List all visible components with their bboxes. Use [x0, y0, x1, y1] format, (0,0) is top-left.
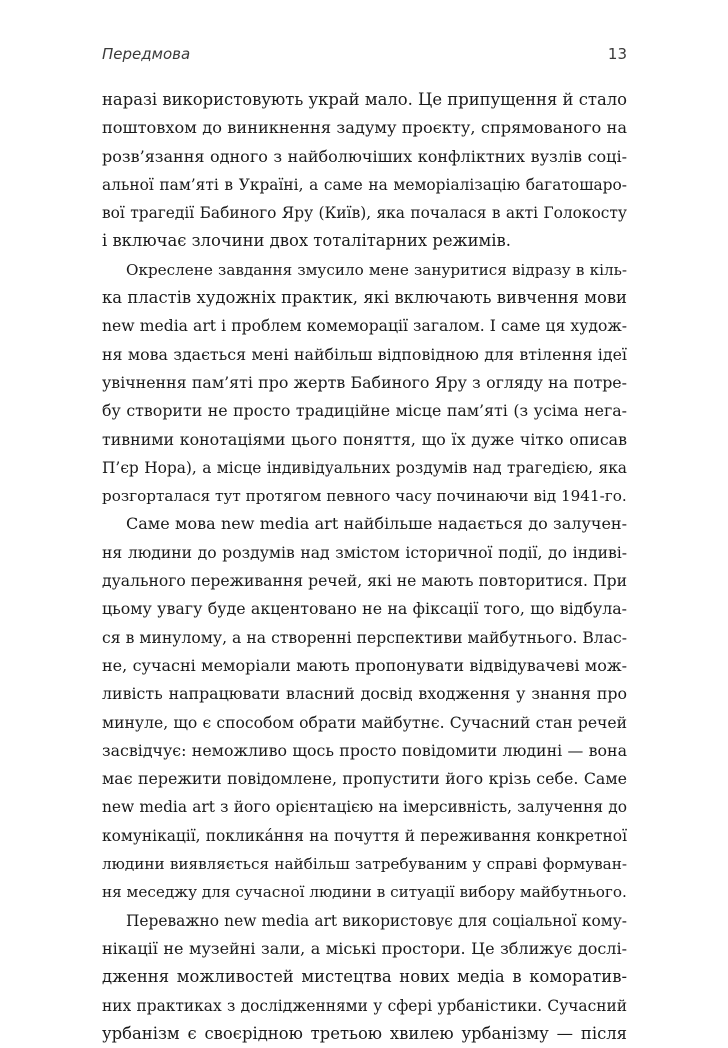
- section-title: Передмова: [102, 45, 191, 63]
- text-line: ня меседжу для сучасної людини в ситуації вибору майбутнього.: [102, 883, 627, 902]
- text-line: бу створити не просто традиційне місце пам’яті (з усіма нега-: [102, 401, 627, 421]
- text-line: нікації не музейні зали, а міські простори. Це зближує дослі-: [102, 938, 627, 958]
- text-line: комунікації, покликáння на почуття й переживання конкретної: [102, 826, 627, 845]
- text-line: тивними конотаціями цього поняття, що їх дуже чітко описав: [102, 429, 627, 449]
- text-line: new media art і проблем комеморації загалом. І саме ця худож-: [102, 317, 627, 336]
- text-line: дуального переживання речей, які не мають повторитися. При: [102, 572, 627, 591]
- text-line: ня мова здається мені найбільш відповідною для втілення ідеї: [102, 344, 627, 364]
- text-line: new media art з його орієнтацією на імерсивність, залучення до: [102, 798, 627, 817]
- text-line: поштовхом до виникнення задуму проєкту, спрямованого на: [102, 118, 627, 138]
- text-line: не, сучасні меморіали мають пропонувати відвідувачеві мож-: [102, 655, 627, 675]
- text-line: і включає злочини двох тоталітарних режимів.: [102, 231, 511, 251]
- text-line: має пережити повідомлене, пропустити його крізь себе. Саме: [102, 769, 627, 789]
- text-line: Саме мова new media art найбільше надається до залучен-: [126, 514, 627, 534]
- text-line: увічнення пам’яті про жертв Бабиного Яру з огляду на потре-: [102, 372, 627, 392]
- text-line: П’єр Нора), а місце індивідуальних роздумів над трагедією, яка: [102, 458, 627, 477]
- text-line: засвідчує: неможливо щось просто повідомити людині — вона: [102, 740, 627, 760]
- text-line: Окреслене завдання змусило мене зануритися відразу в кіль-: [126, 260, 627, 279]
- text-line: людини виявляється найбільш затребуваним у справі формуван-: [102, 855, 627, 874]
- text-line: розв’язання одного з найболючіших конфліктних вузлів соці-: [102, 146, 627, 166]
- text-line: ка пластів художніх практик, які включають вивчення мови: [102, 288, 627, 308]
- text-line: цьому увагу буде акцентовано не на фіксації того, що відбула-: [102, 599, 627, 619]
- text-line: них практиках з дослідженнями у сфері урбаністики. Сучасний: [102, 996, 627, 1015]
- text-line: дження можливостей мистецтва нових медіа в коморатив-: [102, 967, 627, 987]
- text-line: урбанізм є своєрідною третьою хвилею урбанізму — після: [102, 1023, 627, 1043]
- text-line: ся в минулому, а на створенні перспективи майбутнього. Влас-: [102, 628, 627, 647]
- running-head: [102, 45, 627, 75]
- text-line: Переважно new media art використовує для соціальної кому-: [126, 911, 627, 930]
- body-text: [102, 86, 627, 1048]
- text-line: ливість напрацювати власний досвід входження у знання про: [102, 684, 627, 704]
- text-line: вої трагедії Бабиного Яру (Київ), яка почалася в акті Голокосту: [102, 204, 627, 223]
- text-line: наразі використовують украй мало. Це припущення й стало: [102, 90, 627, 109]
- text-line: розгорталася тут протягом певного часу починаючи від 1941-го.: [102, 487, 627, 506]
- text-line: альної пам’яті в Україні, а саме на меморіалізацію багатошаро-: [102, 175, 627, 194]
- page-number: 13: [607, 45, 627, 63]
- text-line: ня людини до роздумів над змістом історичної події, до індиві-: [102, 543, 627, 562]
- text-line: минуле, що є способом обрати майбутнє. Сучасний стан речей: [102, 713, 627, 732]
